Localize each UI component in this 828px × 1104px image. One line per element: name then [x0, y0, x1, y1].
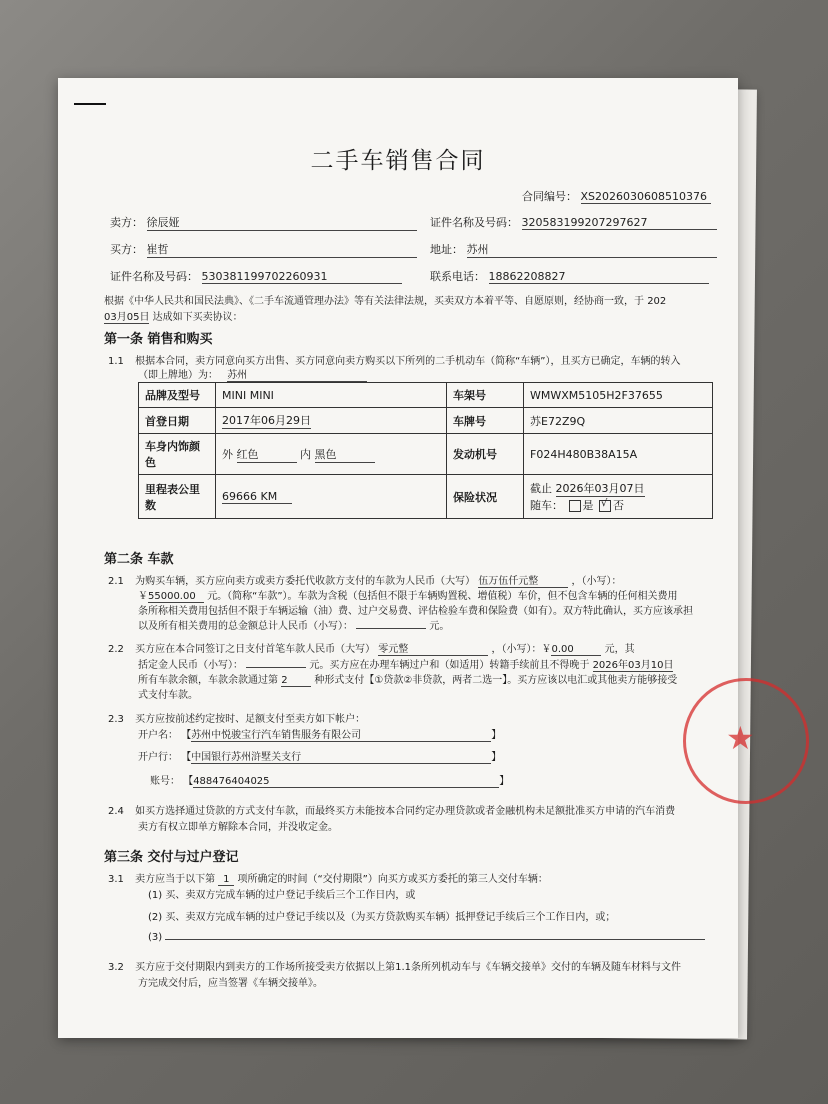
- address-label: 地址：: [430, 243, 463, 256]
- intro-text-2: 达成如下买卖协议：: [152, 312, 243, 323]
- reg-date-label: 首登日期: [139, 408, 216, 434]
- no-checkbox[interactable]: [599, 500, 611, 512]
- clause-2-2-line-1: [108, 640, 635, 656]
- delivery-option-2: (2) 买、卖双方完成车辆的过户登记手续以及（为买方贷款购买车辆）抵押登记手续后三个工作日内，或；: [148, 912, 616, 923]
- with-car-row: [530, 497, 706, 513]
- yes-checkbox[interactable]: [569, 500, 581, 512]
- clause-number: 2.3: [108, 714, 124, 725]
- clause-3-1: [108, 870, 548, 886]
- no-label: 否: [613, 499, 624, 512]
- currency-sign: ￥: [138, 591, 148, 602]
- intro-year: 202: [647, 296, 667, 307]
- seller-id-row: [430, 214, 717, 230]
- mileage-cell: [216, 475, 447, 519]
- delivery-option-3: [148, 932, 705, 943]
- mileage-label: 里程表公里数: [139, 475, 216, 519]
- article-3-title: 第三条 交付与过户登记: [104, 850, 239, 865]
- phone-value: 18862208827: [489, 270, 709, 284]
- insurance-until-row: [530, 480, 706, 497]
- clause-2-2-line-3: [138, 671, 677, 687]
- buyer-id-value: 530381199702260931: [202, 270, 402, 284]
- clause-2-1-line-3: 条所称相关费用包括但不限于车辆运输（油）费、过户交易费、评估检验车费和保险费（如有）。双方特此确认，买方应该承担: [138, 606, 693, 617]
- option-3-blank: [165, 939, 705, 940]
- clause-text: 项所确定的时间（“交付期限”）向买方或买方委托的第三人交付车辆：: [237, 874, 548, 885]
- price-num: 55000.00: [148, 591, 204, 603]
- clause-number: 2.2: [108, 644, 124, 655]
- clause-text-2: （即上牌地）为：: [138, 370, 218, 381]
- deposit-blank: [246, 667, 306, 668]
- account-no: 488476404025: [193, 776, 499, 788]
- total-blank: [356, 628, 426, 629]
- delivery-item: 1: [218, 874, 234, 886]
- vehicle-table: [138, 382, 713, 519]
- option-number: (3): [148, 932, 163, 943]
- buyer-label: 买方：: [110, 243, 143, 256]
- intro-line-2: [104, 308, 243, 324]
- clause-text: 为购买车辆，买方应向卖方或卖方委托代收款方支付的车款为人民币（大写）: [135, 576, 476, 587]
- clause-text: ，（小写）：￥: [491, 644, 552, 655]
- clause-1-1-line-2: [138, 366, 367, 382]
- table-row: [139, 383, 713, 408]
- delivery-option-1: (1) 买、卖双方完成车辆的过户登记手续后三个工作日内，或: [148, 890, 416, 901]
- clause-2-2-line-2: [138, 656, 673, 672]
- phone-row: [430, 268, 709, 284]
- bank-row: [138, 748, 501, 764]
- register-place: 苏州: [227, 366, 367, 382]
- mileage-value-wrap: [222, 490, 292, 504]
- reg-date-value: 2017年06月29日: [222, 414, 311, 427]
- address-value: 苏州: [467, 241, 717, 258]
- clause-text: 买方应按前述约定按时、足额支付至卖方如下帐户：: [135, 714, 366, 725]
- clause-2-3: [108, 710, 365, 725]
- company-seal: [683, 678, 809, 804]
- bank-label: 开户行：: [138, 752, 178, 763]
- intro-date: 03月05日: [104, 308, 149, 324]
- mileage-unit: KM: [260, 489, 278, 503]
- balance-deadline: 2026年03月10日: [593, 656, 674, 672]
- clause-2-1-line-4: [138, 617, 449, 632]
- clause-number: 3.2: [108, 962, 124, 973]
- reg-date-cell: [216, 408, 447, 434]
- buyer-name: 崔哲: [147, 241, 417, 258]
- vin-value: WMWXM5105H2F37655: [524, 383, 713, 408]
- phone-label: 联系电话：: [430, 270, 485, 283]
- top-mark: [74, 103, 106, 105]
- insurance-until: 2026年03月07日: [555, 482, 645, 495]
- plate-value: 苏E72Z9Q: [524, 408, 713, 434]
- clause-text: 根据本合同，卖方同意向买方出售、买方同意向卖方购买以下所列的二手机动车（简称“车辆”），且买方已确定，车辆的转入: [135, 356, 681, 367]
- bracket: 【: [181, 752, 192, 763]
- brand-value: MINI MINI: [216, 383, 447, 408]
- clause-text: 元，其: [604, 644, 635, 655]
- yes-label: 是: [582, 499, 594, 512]
- clause-2-4-line-1: [108, 802, 675, 817]
- clause-text: 元。: [429, 621, 450, 632]
- inner-prefix: 内: [300, 447, 311, 461]
- clause-text: 卖方应当于以下第: [135, 874, 216, 885]
- clause-text: 括定金人民币（小写）：: [138, 660, 243, 671]
- mileage-value: 69666: [222, 489, 257, 503]
- color-cell: [216, 434, 447, 475]
- table-row: [139, 408, 713, 434]
- insurance-cell: [524, 475, 713, 519]
- account-no-row: [150, 772, 509, 788]
- clause-text: ，（小写）：: [571, 576, 622, 587]
- clause-3-2-line-2: 方完成交付后，应当签署《车辆交接单》。: [138, 978, 323, 989]
- table-row: [139, 434, 713, 475]
- clause-text: 种形式支付【①贷款②非贷款，两者二选一】。买方应该以电汇或其他卖方能够接受: [314, 675, 678, 686]
- account-name-row: [138, 726, 501, 742]
- engine-label: 发动机号: [447, 434, 524, 475]
- clause-number: 1.1: [108, 356, 124, 367]
- bank-name: 中国银行苏州浒墅关支行: [191, 748, 491, 764]
- clause-3-2-line-1: [108, 958, 681, 973]
- clause-text: 如买方选择通过贷款的方式支付车款，而最终买方未能按本合同约定办理贷款或者金融机构未足额批准买方申请的汽车消费: [135, 806, 676, 817]
- brand-label: 品牌及型号: [139, 383, 216, 408]
- seller-label: 卖方：: [110, 216, 143, 229]
- seller-name: 徐辰娅: [147, 214, 417, 231]
- bracket: 【: [181, 730, 192, 741]
- down-payment-cn: 零元整: [378, 640, 488, 656]
- article-2-title: 第二条 车款: [104, 552, 174, 567]
- table-row: [139, 475, 713, 519]
- insurance-label: 保险状况: [447, 475, 524, 519]
- clause-2-2-line-4: 式支付车款。: [138, 690, 198, 701]
- account-no-label: 账号：: [150, 776, 180, 787]
- clause-number: 3.1: [108, 874, 124, 885]
- buyer-id-row: [110, 268, 402, 284]
- outer-prefix: 外: [222, 447, 233, 461]
- bracket: 【: [183, 776, 194, 787]
- payment-method: 2: [281, 675, 311, 687]
- seller-row: [110, 214, 417, 231]
- down-payment-num: 0.00: [551, 644, 601, 656]
- buyer-row: [110, 241, 417, 258]
- clause-text: 买方应在本合同签订之日支付首笔车款人民币（大写）: [135, 644, 376, 655]
- insurance-until-prefix: 截止: [530, 482, 552, 495]
- outer-color: 红色: [237, 446, 297, 463]
- clause-number: 2.4: [108, 806, 124, 817]
- bracket: 】: [491, 752, 502, 763]
- contract-no-value: XS2026030608510376: [581, 190, 711, 204]
- inner-color: 黑色: [315, 446, 375, 463]
- clause-text: 元。（简称“车款”）。车款为含税（包括但不限于车辆购置税、增值税）车价，但不包含车辆的任何相关费用: [207, 591, 678, 602]
- intro-line-1: [104, 292, 666, 307]
- buyer-id-label: 证件名称及号码：: [110, 270, 198, 283]
- color-label: 车身内饰颜色: [139, 434, 216, 475]
- clause-number: 2.1: [108, 576, 124, 587]
- article-1-title: 第一条 销售和购买: [104, 332, 213, 347]
- account-name-label: 开户名：: [138, 730, 178, 741]
- engine-value: F024H480B38A15A: [524, 434, 713, 475]
- contract-no-row: [522, 188, 711, 204]
- vin-label: 车架号: [447, 383, 524, 408]
- clause-text: 元。买方应在办理车辆过户和（如适用）转籍手续前且不得晚于: [309, 660, 590, 671]
- seller-id-label: 证件名称及号码：: [430, 216, 518, 229]
- contract-no-label: 合同编号：: [522, 190, 577, 203]
- clause-2-1-line-2: [138, 587, 678, 603]
- clause-text: 以及所有相关费用的总金额总计人民币（小写）：: [138, 621, 353, 632]
- seller-id-value: 320583199207297627: [522, 216, 717, 230]
- clause-1-1: [108, 352, 680, 367]
- seal-star-icon: ★: [726, 719, 755, 757]
- plate-label: 车牌号: [447, 408, 524, 434]
- address-row: [430, 241, 717, 258]
- clause-2-1-line-1: [108, 572, 621, 588]
- price-cn: 伍万伍仟元整: [478, 572, 568, 588]
- clause-text: 所有车款余额，车款余款通过第: [138, 675, 278, 686]
- clause-text: 买方应于交付期限内到卖方的工作场所接受卖方依据以上第1.1条所列机动车与《车辆交接单》交付的车辆及随车材料与文件: [135, 962, 681, 973]
- intro-text: 根据《中华人民共和国民法典》、《二手车流通管理办法》等有关法律法规，买卖双方本着平等、自愿原则，经协商一致，于: [104, 296, 644, 307]
- contract-page: [58, 78, 755, 1038]
- with-car-label: 随车：: [530, 499, 563, 512]
- account-name: 苏州中悦骏宝行汽车销售服务有限公司: [191, 726, 491, 742]
- contract-title: 二手车销售合同: [310, 148, 486, 174]
- bracket: 】: [499, 776, 510, 787]
- clause-2-4-line-2: 卖方有权立即单方解除本合同，并没收定金。: [138, 822, 338, 833]
- bracket: 】: [491, 730, 502, 741]
